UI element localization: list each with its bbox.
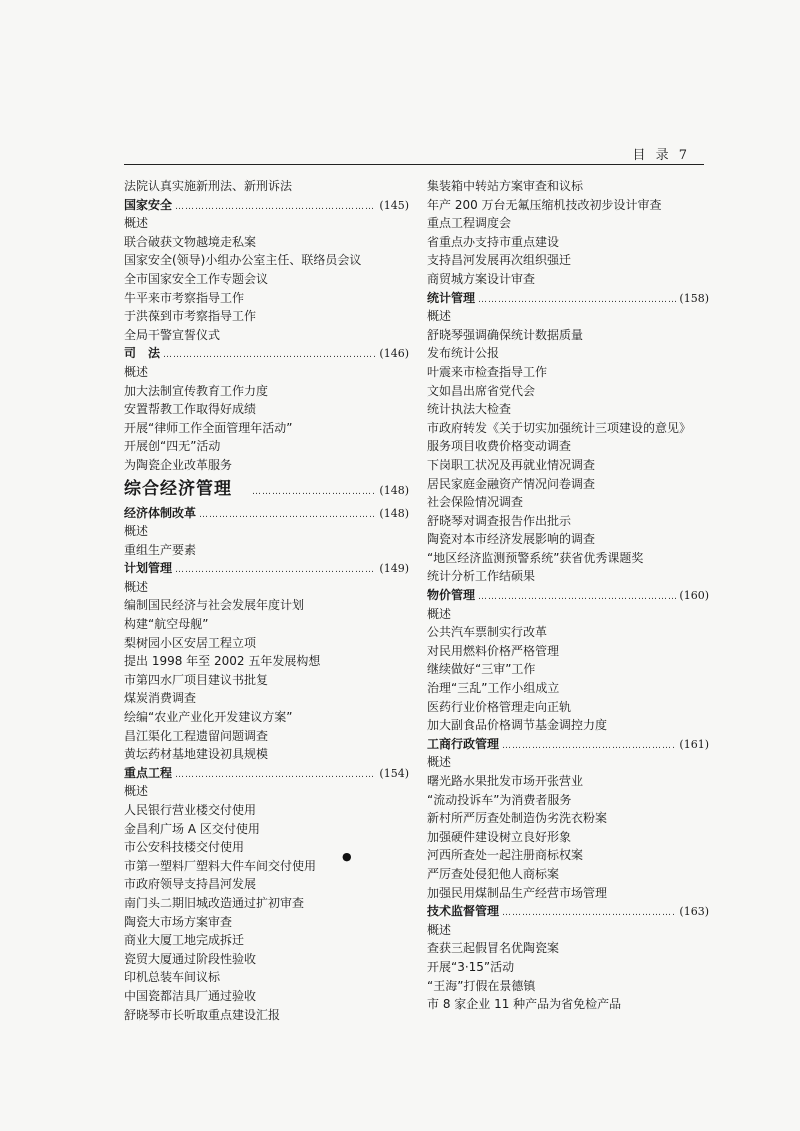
toc-heading-title: 物价管理: [427, 588, 476, 603]
toc-page-number: (161): [679, 737, 709, 751]
dot-leader: [502, 904, 676, 921]
toc-item: 概述: [124, 524, 149, 539]
toc-item: 年产 200 万台无氟压缩机技改初步设计审查: [427, 197, 662, 212]
toc-item: 舒晓琴对调查报告作出批示: [427, 513, 572, 528]
dot-leader: [175, 198, 376, 215]
toc-item: 发布统计公报: [427, 346, 500, 361]
toc-item: 服务项目收费价格变动调查: [427, 439, 572, 454]
toc-item: 支持昌河发展再次组织强迁: [427, 253, 572, 268]
toc-heading-title: 国家安全: [124, 197, 173, 212]
toc-page-number: (154): [379, 766, 409, 780]
toc-item: 市公安科技楼交付使用: [124, 840, 245, 855]
toc-item: 治理“三乱”工作小组成立: [427, 681, 560, 696]
page-header: [124, 144, 704, 165]
toc-item: 曙光路水果批发市场开张营业: [427, 774, 584, 788]
toc-section: [124, 559, 409, 578]
toc-item: 概述: [427, 309, 452, 324]
toc-heading-title: 司 法: [124, 346, 161, 361]
toc-item: 叶震来市检查指导工作: [427, 364, 548, 379]
toc-item: 对民用燃料价格严格管理: [427, 643, 560, 658]
toc-item: 加强民用煤制品生产经营市场管理: [427, 885, 608, 900]
toc-item: 绘编“农业产业化开发建议方案”: [124, 710, 293, 725]
toc-page-number: (160): [679, 589, 709, 603]
toc-item: 统计执法大检查: [427, 402, 512, 417]
toc-item: 查获三起假冒名优陶瓷案: [427, 941, 560, 956]
toc-item: 为陶瓷企业改革服务: [124, 457, 233, 472]
toc-item: 重点工程调度会: [427, 216, 512, 231]
toc-item: 概述: [427, 922, 452, 937]
toc-item: 联合破获文物越境走私案: [124, 234, 257, 249]
toc-heading-title: 计划管理: [124, 561, 173, 576]
toc-item: 牛平来市考察指导工作: [124, 290, 245, 305]
toc-item: 开展“3·15”活动: [427, 959, 515, 974]
dot-leader: [478, 588, 676, 605]
toc-item: 概述: [124, 579, 149, 594]
toc-item: 昌江渠化工程遗留问题调查: [124, 728, 269, 743]
toc-item: 文如昌出席省党代会: [427, 383, 536, 398]
toc-item: 概述: [124, 364, 149, 379]
toc-item: 市政府领导支持昌河发展: [124, 877, 257, 892]
dot-leader: [163, 346, 376, 363]
toc-item: 舒晓琴市长听取重点建设汇报: [124, 1007, 281, 1022]
toc-item: 居民家庭金融资产情况问卷调查: [427, 476, 596, 491]
toc-item: 新村所严厉查处制造伪劣洗衣粉案: [427, 811, 608, 826]
toc-item: “王海”打假在景德镇: [427, 978, 536, 993]
toc-column-left: [124, 177, 409, 1024]
toc-heading-title: 工商行政管理: [427, 736, 500, 751]
toc-page-number: (158): [679, 291, 709, 305]
toc-item: 集装箱中转站方案审查和议标: [427, 179, 584, 193]
toc-item: 市 8 家企业 11 种产品为省免检产品: [427, 997, 622, 1012]
toc-page-number: (145): [379, 198, 409, 212]
toc-item: 印机总装车间议标: [124, 970, 221, 985]
toc-item: 重组生产要素: [124, 542, 197, 557]
toc-item: 公共汽车票制实行改革: [427, 625, 548, 640]
toc-item: 加强硬件建设树立良好形象: [427, 829, 572, 844]
header-title: 目 录 7: [632, 148, 690, 163]
toc-section: [124, 764, 409, 783]
toc-item: 商贸城方案设计审查: [427, 271, 536, 286]
toc-item: 中国瓷都洁具厂通过验收: [124, 988, 257, 1003]
toc-item: 市第四水厂项目建议书批复: [124, 672, 269, 687]
toc-page-number: (148): [379, 506, 409, 520]
toc-section: [427, 586, 709, 605]
toc-section: [427, 735, 709, 754]
toc-item: 省重点办支持市重点建设: [427, 234, 560, 249]
toc-section: [427, 289, 709, 308]
toc-item: 河西所查处一起注册商标权案: [427, 848, 584, 863]
toc-heading-title: 技术监督管理: [427, 904, 500, 919]
toc-heading-title: 统计管理: [427, 290, 476, 305]
toc-column-right: [427, 177, 709, 1014]
toc-item: 安置帮教工作取得好成绩: [124, 402, 257, 417]
toc-section: [427, 902, 709, 921]
toc-item: 黄坛药材基地建设初具规模: [124, 747, 269, 762]
toc-item: 医药行业价格管理走向正轨: [427, 699, 572, 714]
toc-item: 提出 1998 年至 2002 五年发展构想: [124, 654, 321, 669]
toc-item: “流动投诉车”为消费者服务: [427, 792, 572, 807]
toc-item: 概述: [124, 216, 149, 231]
toc-page-number: (149): [379, 562, 409, 576]
toc-page-number: (148): [379, 483, 409, 497]
toc-item: 煤炭消费调查: [124, 691, 197, 706]
toc-item: 全局干警宣誓仪式: [124, 327, 221, 342]
toc-item: “地区经济监测预警系统”获省优秀课题奖: [427, 550, 644, 565]
toc-item: 编制国民经济与社会发展年度计划: [124, 598, 305, 613]
toc-item: 加大法制宣传教育工作力度: [124, 383, 269, 398]
toc-item: 商业大厦工地完成拆迁: [124, 933, 245, 948]
toc-item: 国家安全(领导)小组办公室主任、联络员会议: [124, 253, 362, 268]
toc-item: 概述: [124, 784, 149, 799]
toc-item: 构建“航空母舰”: [124, 617, 209, 632]
toc-item: 概述: [427, 755, 452, 770]
toc-item: 市政府转发《关于切实加强统计三项建设的意见》: [427, 420, 692, 435]
toc-item: 社会保险情况调查: [427, 495, 524, 510]
toc-heading-title: 综合经济管理: [124, 478, 232, 499]
toc-item: 市第一塑料厂塑料大件车间交付使用: [124, 858, 317, 873]
toc-item: 概述: [427, 606, 452, 621]
dot-leader: [478, 291, 676, 308]
toc-item: 瓷贸大厦通过阶段性验收: [124, 951, 257, 966]
toc-item: 法院认真实施新刑法、新刑诉法: [124, 179, 293, 193]
toc-section: [124, 196, 409, 215]
toc-item: 开展创“四无”活动: [124, 439, 221, 454]
toc-item: 下岗职工状况及再就业情况调查: [427, 457, 596, 472]
toc-item: 梨树园小区安居工程立项: [124, 635, 257, 650]
toc-item: 开展“律师工作全面管理年活动”: [124, 420, 293, 435]
dot-leader: [252, 480, 376, 502]
toc-item: 统计分析工作结硕果: [427, 569, 536, 584]
dot-leader: [175, 561, 376, 578]
toc-item: 全市国家安全工作专题会议: [124, 271, 269, 286]
toc-item: 继续做好“三审”工作: [427, 662, 536, 677]
dot-leader: [502, 737, 676, 754]
toc-item: 陶瓷对本市经济发展影响的调查: [427, 532, 596, 547]
ink-speck: ●: [342, 850, 352, 863]
toc-heading-title: 经济体制改革: [124, 505, 197, 520]
toc-page-number: (146): [379, 347, 409, 361]
toc-item: 陶瓷大市场方案审查: [124, 914, 233, 929]
dot-leader: [199, 506, 376, 523]
dot-leader: [175, 766, 376, 783]
toc-item: 金昌利广场 A 区交付使用: [124, 821, 260, 836]
toc-section: [124, 504, 409, 523]
toc-item: 严厉查处侵犯他人商标案: [427, 866, 560, 881]
toc-item: 舒晓琴强调确保统计数据质量: [427, 327, 584, 342]
toc-item: 人民银行营业楼交付使用: [124, 803, 257, 817]
toc-heading-title: 重点工程: [124, 765, 173, 780]
toc-item: 南门头二期旧城改造通过扩初审查: [124, 895, 305, 910]
toc-page-number: (163): [679, 905, 709, 919]
toc-item: 加大副食品价格调节基金调控力度: [427, 718, 608, 733]
toc-section: [124, 344, 409, 363]
toc-chapter: [124, 477, 409, 502]
toc-item: 于洪葆到市考察指导工作: [124, 309, 257, 324]
